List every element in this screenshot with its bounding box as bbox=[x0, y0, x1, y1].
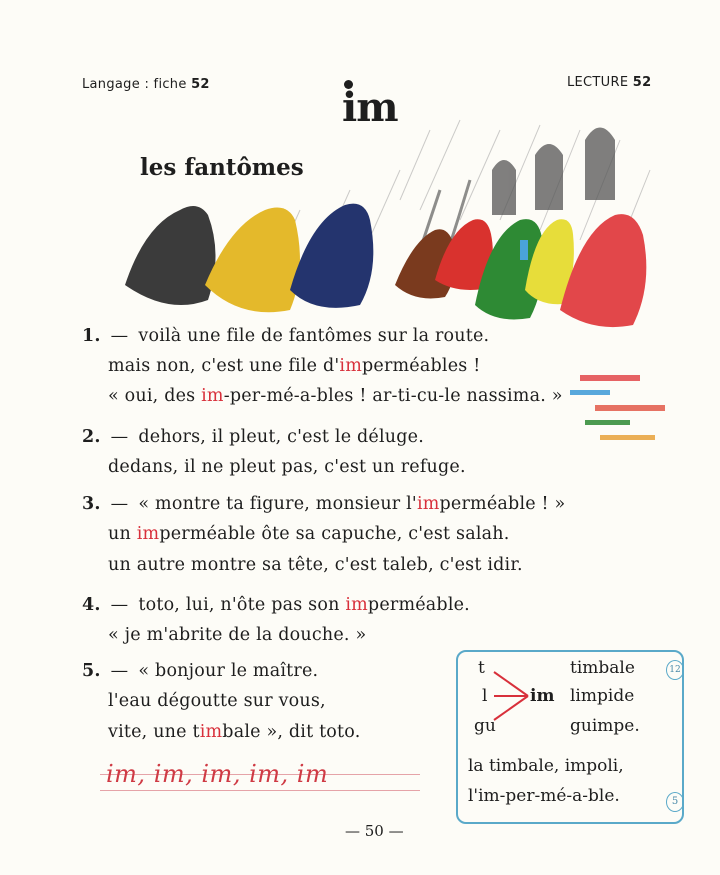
paragraph-number: 5. bbox=[82, 661, 101, 681]
paragraph-number: 1. bbox=[82, 326, 101, 346]
margin-mark-bottom: 5 bbox=[666, 792, 684, 812]
highlight-im: im bbox=[416, 494, 440, 514]
paragraph-5-line-2 bbox=[108, 691, 326, 711]
header-right-label: LECTURE bbox=[567, 75, 629, 90]
letter-t: t bbox=[478, 658, 485, 678]
paragraph-dash: — bbox=[110, 494, 129, 514]
text-segment: « oui, des bbox=[108, 386, 202, 406]
paragraph-4-line-2 bbox=[108, 625, 366, 645]
header-right bbox=[567, 75, 651, 90]
text-segment: vite, une t bbox=[108, 722, 200, 742]
text-segment: perméable ! » bbox=[439, 494, 566, 514]
paragraph-1-line-1 bbox=[82, 326, 489, 346]
word-limpide: limpide bbox=[570, 686, 635, 706]
text-segment: perméable. bbox=[367, 595, 470, 615]
page-number: — 50 — bbox=[345, 822, 404, 840]
box-sentence-2: l'im-per-mé-a-ble. bbox=[468, 786, 620, 806]
text-segment: « je m'abrite de la douche. » bbox=[108, 625, 367, 645]
header-left bbox=[82, 77, 210, 92]
text-segment: perméable ôte sa capuche, c'est salah. bbox=[159, 524, 510, 544]
text-segment: bale », dit toto. bbox=[222, 722, 361, 742]
text-segment: perméables ! bbox=[361, 356, 481, 376]
paragraph-1-line-3 bbox=[108, 386, 563, 406]
highlight-im: im bbox=[199, 722, 223, 742]
script-guide-line bbox=[100, 790, 420, 791]
paragraph-dash: — bbox=[110, 595, 129, 615]
text-segment: l'eau dégoutte sur vous, bbox=[108, 691, 326, 711]
paragraph-number: 2. bbox=[82, 427, 101, 447]
paragraph-5-line-3 bbox=[108, 722, 360, 742]
syllable-box bbox=[456, 650, 684, 824]
paragraph-5-line-1 bbox=[82, 661, 318, 681]
header-left-number: 52 bbox=[191, 77, 210, 92]
text-segment: mais non, c'est une file d' bbox=[108, 356, 340, 376]
lesson-title: les fantômes bbox=[140, 154, 304, 181]
script-practice: im, im, im, im, im bbox=[106, 760, 329, 788]
box-sentence-1: la timbale, impoli, bbox=[468, 756, 624, 776]
paragraph-dash: — bbox=[110, 326, 129, 346]
sound-heading: im bbox=[342, 84, 398, 131]
paragraph-number: 4. bbox=[82, 595, 101, 615]
text-segment: « montre ta figure, monsieur l' bbox=[138, 494, 417, 514]
paragraph-number: 3. bbox=[82, 494, 101, 514]
paragraph-2-line-1 bbox=[82, 427, 424, 447]
paragraph-3-line-2 bbox=[108, 524, 510, 544]
box-center-im: im bbox=[530, 686, 555, 706]
ghost-figures bbox=[125, 204, 646, 327]
margin-mark-top: 12 bbox=[666, 660, 684, 680]
text-segment: toto, lui, n'ôte pas son bbox=[138, 595, 346, 615]
header-right-number: 52 bbox=[632, 75, 652, 90]
text-segment: -per-mé-a-bles ! ar-ti-cu-le nassima. » bbox=[223, 386, 563, 406]
connector-lines bbox=[492, 666, 532, 722]
paragraph-dash: — bbox=[110, 427, 129, 447]
word-guimpe: guimpe. bbox=[570, 716, 640, 736]
highlight-im: im bbox=[339, 356, 362, 376]
text-segment: un bbox=[108, 524, 137, 544]
highlight-im: im bbox=[136, 524, 160, 544]
word-timbale: timbale bbox=[570, 658, 635, 678]
arches bbox=[492, 128, 615, 216]
highlight-im: im bbox=[201, 386, 224, 406]
header-left-label: Langage : fiche bbox=[82, 77, 187, 92]
paragraph-2-line-2 bbox=[108, 457, 466, 477]
paragraph-3-line-3 bbox=[108, 555, 523, 575]
letter-l: l bbox=[482, 686, 488, 706]
text-segment: dedans, il ne pleut pas, c'est un refuge. bbox=[108, 457, 466, 477]
letter-gu: gu bbox=[474, 716, 496, 736]
paragraph-4-line-1 bbox=[82, 595, 470, 615]
paragraph-dash: — bbox=[110, 661, 129, 681]
text-segment: dehors, il pleut, c'est le déluge. bbox=[138, 427, 424, 447]
text-segment: voilà une file de fantômes sur la route. bbox=[138, 326, 490, 346]
paragraph-3-line-1 bbox=[82, 494, 565, 514]
paragraph-1-line-2 bbox=[108, 356, 480, 376]
ground-reflections bbox=[570, 375, 665, 440]
text-segment: « bonjour le maître. bbox=[138, 661, 319, 681]
text-segment: un autre montre sa tête, c'est taleb, c'est idir. bbox=[108, 555, 523, 575]
highlight-im: im bbox=[345, 595, 368, 615]
